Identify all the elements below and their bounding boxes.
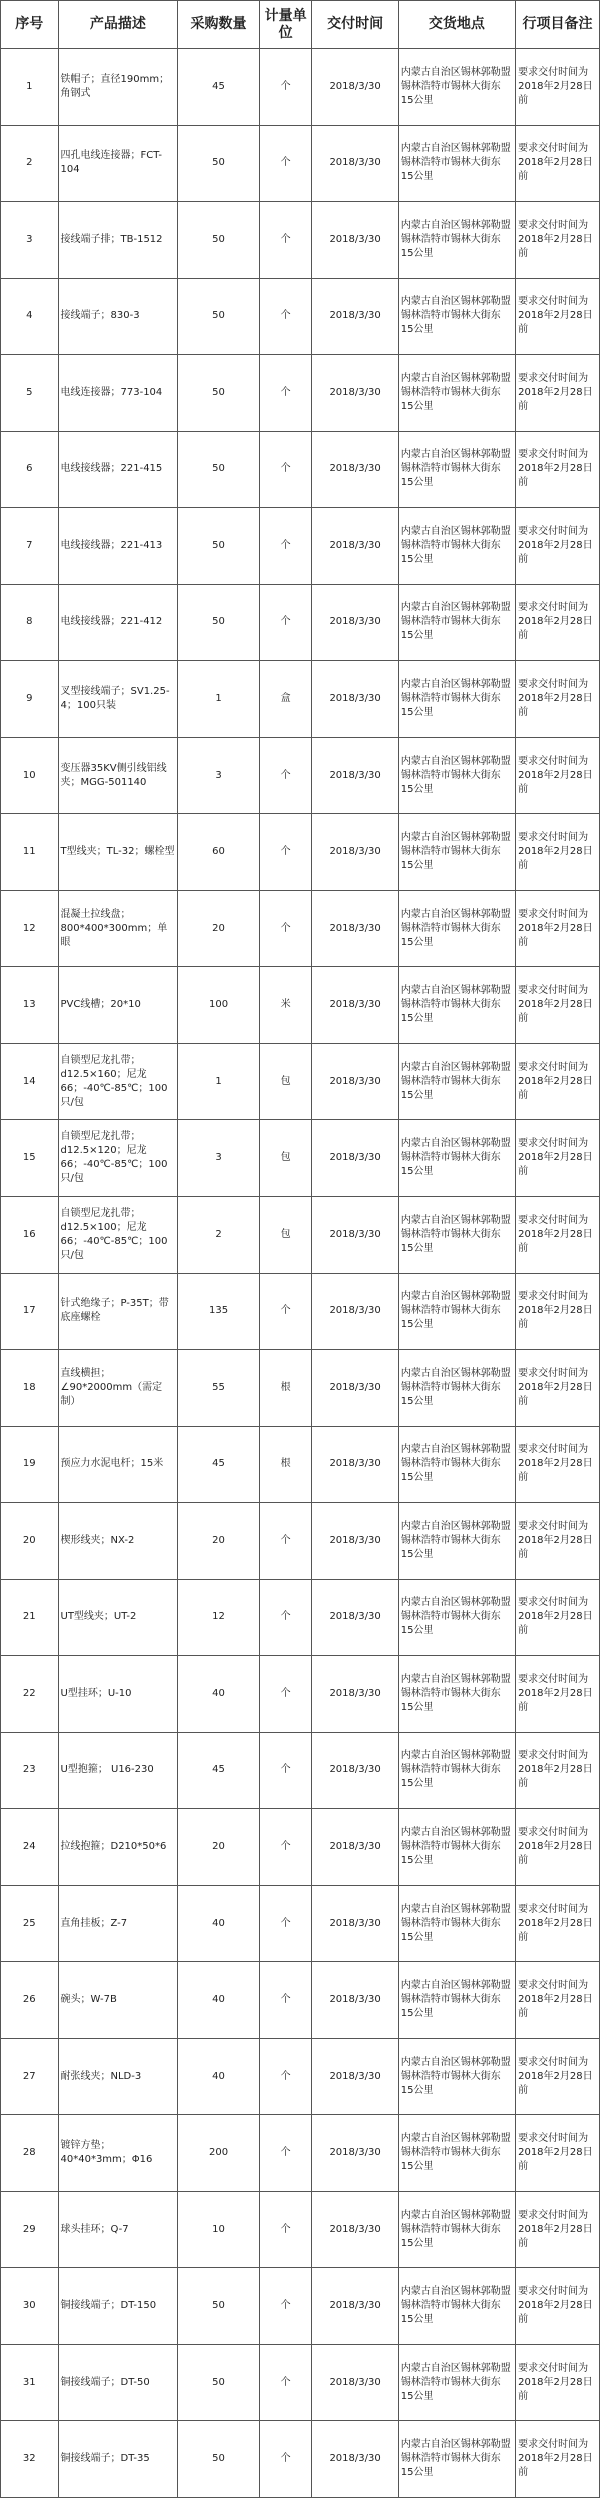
cell-no: 12 (1, 890, 59, 967)
table-row (1, 2191, 600, 2268)
cell-date: 2018/3/30 (312, 508, 398, 585)
table-row (1, 2344, 600, 2421)
cell-no: 15 (1, 1120, 59, 1197)
cell-date: 2018/3/30 (312, 1962, 398, 2039)
header-location: 交货地点 (398, 1, 515, 49)
cell-date: 2018/3/30 (312, 125, 398, 202)
cell-date: 2018/3/30 (312, 1196, 398, 1273)
cell-unit: 个 (259, 355, 312, 432)
cell-unit: 包 (259, 1120, 312, 1197)
cell-note: 要求交付时间为2018年2月28日前 (516, 1273, 600, 1350)
cell-unit: 个 (259, 1732, 312, 1809)
cell-qty: 40 (178, 1885, 259, 1962)
cell-no: 23 (1, 1732, 59, 1809)
cell-date: 2018/3/30 (312, 584, 398, 661)
cell-qty: 100 (178, 967, 259, 1044)
cell-note: 要求交付时间为2018年2月28日前 (516, 737, 600, 814)
cell-no: 30 (1, 2268, 59, 2345)
table-row (1, 431, 600, 508)
cell-note: 要求交付时间为2018年2月28日前 (516, 1503, 600, 1580)
cell-location: 内蒙古自治区锡林郭勒盟锡林浩特市锡林大街东15公里 (398, 125, 515, 202)
table-row (1, 1273, 600, 1350)
header-row (1, 1, 600, 49)
cell-location: 内蒙古自治区锡林郭勒盟锡林浩特市锡林大街东15公里 (398, 1196, 515, 1273)
cell-unit: 个 (259, 2191, 312, 2268)
cell-qty: 45 (178, 49, 259, 126)
cell-no: 1 (1, 49, 59, 126)
cell-no: 28 (1, 2115, 59, 2192)
cell-qty: 50 (178, 2268, 259, 2345)
cell-unit: 包 (259, 1043, 312, 1120)
cell-qty: 50 (178, 202, 259, 279)
cell-no: 27 (1, 2038, 59, 2115)
cell-desc: 混凝土拉线盘；800*400*300mm；单眼 (58, 890, 178, 967)
cell-note: 要求交付时间为2018年2月28日前 (516, 1350, 600, 1427)
cell-note: 要求交付时间为2018年2月28日前 (516, 125, 600, 202)
cell-unit: 个 (259, 2344, 312, 2421)
cell-qty: 2 (178, 1196, 259, 1273)
cell-note: 要求交付时间为2018年2月28日前 (516, 278, 600, 355)
cell-date: 2018/3/30 (312, 890, 398, 967)
table-row (1, 1350, 600, 1427)
cell-unit: 个 (259, 1809, 312, 1886)
cell-location: 内蒙古自治区锡林郭勒盟锡林浩特市锡林大街东15公里 (398, 1426, 515, 1503)
cell-unit: 个 (259, 508, 312, 585)
table-row (1, 890, 600, 967)
cell-date: 2018/3/30 (312, 1503, 398, 1580)
cell-unit: 个 (259, 584, 312, 661)
cell-no: 17 (1, 1273, 59, 1350)
cell-note: 要求交付时间为2018年2月28日前 (516, 2115, 600, 2192)
cell-note: 要求交付时间为2018年2月28日前 (516, 2268, 600, 2345)
cell-date: 2018/3/30 (312, 1809, 398, 1886)
cell-note: 要求交付时间为2018年2月28日前 (516, 1656, 600, 1733)
cell-location: 内蒙古自治区锡林郭勒盟锡林浩特市锡林大街东15公里 (398, 1885, 515, 1962)
cell-location: 内蒙古自治区锡林郭勒盟锡林浩特市锡林大街东15公里 (398, 1962, 515, 2039)
cell-no: 2 (1, 125, 59, 202)
cell-location: 内蒙古自治区锡林郭勒盟锡林浩特市锡林大街东15公里 (398, 2421, 515, 2498)
cell-qty: 20 (178, 1809, 259, 1886)
cell-unit: 盒 (259, 661, 312, 738)
cell-qty: 3 (178, 737, 259, 814)
cell-location: 内蒙古自治区锡林郭勒盟锡林浩特市锡林大街东15公里 (398, 737, 515, 814)
table-row (1, 661, 600, 738)
cell-unit: 个 (259, 278, 312, 355)
cell-desc: 接线端子；830-3 (58, 278, 178, 355)
cell-unit: 包 (259, 1196, 312, 1273)
header-desc: 产品描述 (58, 1, 178, 49)
cell-location: 内蒙古自治区锡林郭勒盟锡林浩特市锡林大街东15公里 (398, 1043, 515, 1120)
cell-date: 2018/3/30 (312, 1350, 398, 1427)
cell-date: 2018/3/30 (312, 814, 398, 891)
cell-unit: 根 (259, 1426, 312, 1503)
cell-qty: 3 (178, 1120, 259, 1197)
cell-location: 内蒙古自治区锡林郭勒盟锡林浩特市锡林大街东15公里 (398, 431, 515, 508)
cell-date: 2018/3/30 (312, 431, 398, 508)
cell-unit: 根 (259, 1350, 312, 1427)
cell-unit: 个 (259, 1656, 312, 1733)
cell-note: 要求交付时间为2018年2月28日前 (516, 355, 600, 432)
table-row (1, 2115, 600, 2192)
cell-location: 内蒙古自治区锡林郭勒盟锡林浩特市锡林大街东15公里 (398, 584, 515, 661)
table-row (1, 1885, 600, 1962)
cell-desc: 楔形线夹；NX-2 (58, 1503, 178, 1580)
cell-qty: 10 (178, 2191, 259, 2268)
cell-unit: 个 (259, 2115, 312, 2192)
cell-qty: 20 (178, 890, 259, 967)
cell-note: 要求交付时间为2018年2月28日前 (516, 1579, 600, 1656)
cell-location: 内蒙古自治区锡林郭勒盟锡林浩特市锡林大街东15公里 (398, 1809, 515, 1886)
cell-location: 内蒙古自治区锡林郭勒盟锡林浩特市锡林大街东15公里 (398, 278, 515, 355)
cell-date: 2018/3/30 (312, 1426, 398, 1503)
cell-location: 内蒙古自治区锡林郭勒盟锡林浩特市锡林大街东15公里 (398, 1120, 515, 1197)
cell-location: 内蒙古自治区锡林郭勒盟锡林浩特市锡林大街东15公里 (398, 2344, 515, 2421)
cell-location: 内蒙古自治区锡林郭勒盟锡林浩特市锡林大街东15公里 (398, 1732, 515, 1809)
cell-desc: T型线夹；TL-32；螺栓型 (58, 814, 178, 891)
cell-unit: 个 (259, 1273, 312, 1350)
cell-qty: 40 (178, 1962, 259, 2039)
cell-location: 内蒙古自治区锡林郭勒盟锡林浩特市锡林大街东15公里 (398, 967, 515, 1044)
table-row (1, 125, 600, 202)
cell-no: 19 (1, 1426, 59, 1503)
cell-note: 要求交付时间为2018年2月28日前 (516, 1426, 600, 1503)
cell-note: 要求交付时间为2018年2月28日前 (516, 431, 600, 508)
cell-unit: 个 (259, 1962, 312, 2039)
cell-qty: 45 (178, 1732, 259, 1809)
cell-desc: 直线横担；∠90*2000mm（需定制） (58, 1350, 178, 1427)
header-unit: 计量单位 (259, 1, 312, 49)
cell-note: 要求交付时间为2018年2月28日前 (516, 202, 600, 279)
cell-no: 21 (1, 1579, 59, 1656)
cell-desc: 变压器35KV侧引线铝线夹；MGG-501140 (58, 737, 178, 814)
cell-no: 18 (1, 1350, 59, 1427)
cell-qty: 40 (178, 2038, 259, 2115)
cell-unit: 个 (259, 890, 312, 967)
table-row (1, 1732, 600, 1809)
cell-no: 26 (1, 1962, 59, 2039)
cell-unit: 个 (259, 2038, 312, 2115)
cell-unit: 个 (259, 737, 312, 814)
cell-location: 内蒙古自治区锡林郭勒盟锡林浩特市锡林大街东15公里 (398, 508, 515, 585)
header-date: 交付时间 (312, 1, 398, 49)
cell-desc: 耐张线夹；NLD-3 (58, 2038, 178, 2115)
cell-no: 20 (1, 1503, 59, 1580)
cell-no: 24 (1, 1809, 59, 1886)
cell-note: 要求交付时间为2018年2月28日前 (516, 1885, 600, 1962)
cell-location: 内蒙古自治区锡林郭勒盟锡林浩特市锡林大街东15公里 (398, 1503, 515, 1580)
cell-date: 2018/3/30 (312, 1043, 398, 1120)
cell-no: 9 (1, 661, 59, 738)
cell-note: 要求交付时间为2018年2月28日前 (516, 2038, 600, 2115)
cell-desc: 镀锌方垫；40*40*3mm；Φ16 (58, 2115, 178, 2192)
cell-desc: 电线连接器；773-104 (58, 355, 178, 432)
cell-no: 10 (1, 737, 59, 814)
cell-unit: 个 (259, 1885, 312, 1962)
cell-date: 2018/3/30 (312, 1732, 398, 1809)
table-row (1, 2421, 600, 2498)
cell-location: 内蒙古自治区锡林郭勒盟锡林浩特市锡林大街东15公里 (398, 661, 515, 738)
cell-date: 2018/3/30 (312, 2115, 398, 2192)
cell-note: 要求交付时间为2018年2月28日前 (516, 1809, 600, 1886)
cell-qty: 50 (178, 125, 259, 202)
cell-no: 4 (1, 278, 59, 355)
cell-qty: 200 (178, 2115, 259, 2192)
cell-qty: 20 (178, 1503, 259, 1580)
cell-desc: 四孔电线连接器；FCT-104 (58, 125, 178, 202)
cell-no: 31 (1, 2344, 59, 2421)
cell-note: 要求交付时间为2018年2月28日前 (516, 49, 600, 126)
cell-location: 内蒙古自治区锡林郭勒盟锡林浩特市锡林大街东15公里 (398, 202, 515, 279)
cell-date: 2018/3/30 (312, 1120, 398, 1197)
cell-date: 2018/3/30 (312, 355, 398, 432)
cell-date: 2018/3/30 (312, 967, 398, 1044)
table-row (1, 1196, 600, 1273)
cell-no: 3 (1, 202, 59, 279)
cell-date: 2018/3/30 (312, 1656, 398, 1733)
table-body (1, 49, 600, 2498)
cell-desc: 铜接线端子；DT-35 (58, 2421, 178, 2498)
cell-desc: 电线接线器；221-412 (58, 584, 178, 661)
table-row (1, 1809, 600, 1886)
cell-desc: U型抱箍； U16-230 (58, 1732, 178, 1809)
cell-no: 22 (1, 1656, 59, 1733)
cell-qty: 50 (178, 431, 259, 508)
cell-location: 内蒙古自治区锡林郭勒盟锡林浩特市锡林大街东15公里 (398, 1273, 515, 1350)
table-row (1, 2038, 600, 2115)
cell-location: 内蒙古自治区锡林郭勒盟锡林浩特市锡林大街东15公里 (398, 1656, 515, 1733)
cell-qty: 60 (178, 814, 259, 891)
cell-unit: 个 (259, 2268, 312, 2345)
cell-no: 8 (1, 584, 59, 661)
cell-unit: 个 (259, 49, 312, 126)
cell-date: 2018/3/30 (312, 49, 398, 126)
cell-unit: 个 (259, 2421, 312, 2498)
table-row (1, 278, 600, 355)
cell-unit: 个 (259, 1579, 312, 1656)
cell-desc: 直角挂板；Z-7 (58, 1885, 178, 1962)
cell-desc: U型挂环；U-10 (58, 1656, 178, 1733)
cell-no: 14 (1, 1043, 59, 1120)
cell-date: 2018/3/30 (312, 737, 398, 814)
cell-note: 要求交付时间为2018年2月28日前 (516, 1196, 600, 1273)
cell-no: 7 (1, 508, 59, 585)
cell-qty: 40 (178, 1656, 259, 1733)
cell-date: 2018/3/30 (312, 1579, 398, 1656)
cell-location: 内蒙古自治区锡林郭勒盟锡林浩特市锡林大街东15公里 (398, 890, 515, 967)
cell-qty: 50 (178, 2421, 259, 2498)
cell-note: 要求交付时间为2018年2月28日前 (516, 890, 600, 967)
cell-no: 13 (1, 967, 59, 1044)
table-row (1, 1426, 600, 1503)
cell-location: 内蒙古自治区锡林郭勒盟锡林浩特市锡林大街东15公里 (398, 1350, 515, 1427)
cell-desc: 预应力水泥电杆；15米 (58, 1426, 178, 1503)
cell-desc: UT型线夹；UT-2 (58, 1579, 178, 1656)
cell-date: 2018/3/30 (312, 1885, 398, 1962)
cell-note: 要求交付时间为2018年2月28日前 (516, 1732, 600, 1809)
cell-desc: 叉型接线端子；SV1.25-4；100只装 (58, 661, 178, 738)
cell-qty: 50 (178, 584, 259, 661)
cell-qty: 50 (178, 278, 259, 355)
table-row (1, 1579, 600, 1656)
table-row (1, 1043, 600, 1120)
cell-qty: 1 (178, 661, 259, 738)
cell-desc: 球头挂环；Q-7 (58, 2191, 178, 2268)
cell-qty: 1 (178, 1043, 259, 1120)
cell-note: 要求交付时间为2018年2月28日前 (516, 2421, 600, 2498)
cell-unit: 米 (259, 967, 312, 1044)
cell-date: 2018/3/30 (312, 661, 398, 738)
cell-date: 2018/3/30 (312, 202, 398, 279)
cell-location: 内蒙古自治区锡林郭勒盟锡林浩特市锡林大街东15公里 (398, 355, 515, 432)
cell-qty: 50 (178, 2344, 259, 2421)
cell-date: 2018/3/30 (312, 1273, 398, 1350)
cell-desc: 自锁型尼龙扎带；d12.5×100；尼龙66；-40℃-85℃；100只/包 (58, 1196, 178, 1273)
cell-date: 2018/3/30 (312, 2421, 398, 2498)
cell-no: 25 (1, 1885, 59, 1962)
cell-qty: 55 (178, 1350, 259, 1427)
cell-no: 11 (1, 814, 59, 891)
cell-date: 2018/3/30 (312, 2038, 398, 2115)
header-qty: 采购数量 (178, 1, 259, 49)
cell-qty: 12 (178, 1579, 259, 1656)
cell-note: 要求交付时间为2018年2月28日前 (516, 1120, 600, 1197)
table-row (1, 202, 600, 279)
cell-desc: 碗头；W-7B (58, 1962, 178, 2039)
table-row (1, 49, 600, 126)
cell-note: 要求交付时间为2018年2月28日前 (516, 2344, 600, 2421)
cell-desc: PVC线槽；20*10 (58, 967, 178, 1044)
cell-note: 要求交付时间为2018年2月28日前 (516, 967, 600, 1044)
cell-unit: 个 (259, 814, 312, 891)
cell-location: 内蒙古自治区锡林郭勒盟锡林浩特市锡林大街东15公里 (398, 2268, 515, 2345)
cell-desc: 自锁型尼龙扎带；d12.5×160；尼龙66；-40℃-85℃；100只/包 (58, 1043, 178, 1120)
cell-desc: 铜接线端子；DT-150 (58, 2268, 178, 2345)
table-row (1, 1962, 600, 2039)
cell-note: 要求交付时间为2018年2月28日前 (516, 1043, 600, 1120)
cell-location: 内蒙古自治区锡林郭勒盟锡林浩特市锡林大街东15公里 (398, 2115, 515, 2192)
cell-qty: 50 (178, 508, 259, 585)
cell-unit: 个 (259, 1503, 312, 1580)
cell-location: 内蒙古自治区锡林郭勒盟锡林浩特市锡林大街东15公里 (398, 1579, 515, 1656)
cell-unit: 个 (259, 431, 312, 508)
cell-date: 2018/3/30 (312, 2344, 398, 2421)
cell-note: 要求交付时间为2018年2月28日前 (516, 814, 600, 891)
cell-location: 内蒙古自治区锡林郭勒盟锡林浩特市锡林大街东15公里 (398, 2038, 515, 2115)
table-row (1, 584, 600, 661)
cell-desc: 接线端子排；TB-1512 (58, 202, 178, 279)
cell-no: 32 (1, 2421, 59, 2498)
cell-no: 5 (1, 355, 59, 432)
cell-note: 要求交付时间为2018年2月28日前 (516, 584, 600, 661)
table-row (1, 967, 600, 1044)
cell-date: 2018/3/30 (312, 278, 398, 355)
cell-unit: 个 (259, 202, 312, 279)
cell-note: 要求交付时间为2018年2月28日前 (516, 661, 600, 738)
cell-no: 16 (1, 1196, 59, 1273)
cell-desc: 拉线抱箍；D210*50*6 (58, 1809, 178, 1886)
cell-desc: 铜接线端子；DT-50 (58, 2344, 178, 2421)
cell-location: 内蒙古自治区锡林郭勒盟锡林浩特市锡林大街东15公里 (398, 814, 515, 891)
header-note: 行项目备注 (516, 1, 600, 49)
cell-desc: 铁帽子；直径190mm；角钢式 (58, 49, 178, 126)
cell-qty: 45 (178, 1426, 259, 1503)
table-row (1, 1120, 600, 1197)
cell-no: 6 (1, 431, 59, 508)
table-row (1, 2268, 600, 2345)
cell-desc: 针式绝缘子；P-35T；带底座螺栓 (58, 1273, 178, 1350)
table-row (1, 814, 600, 891)
cell-location: 内蒙古自治区锡林郭勒盟锡林浩特市锡林大街东15公里 (398, 2191, 515, 2268)
table-row (1, 1656, 600, 1733)
cell-desc: 电线接线器；221-413 (58, 508, 178, 585)
cell-qty: 135 (178, 1273, 259, 1350)
cell-no: 29 (1, 2191, 59, 2268)
cell-desc: 自锁型尼龙扎带；d12.5×120；尼龙66；-40℃-85℃；100只/包 (58, 1120, 178, 1197)
cell-date: 2018/3/30 (312, 2268, 398, 2345)
table-row (1, 508, 600, 585)
cell-location: 内蒙古自治区锡林郭勒盟锡林浩特市锡林大街东15公里 (398, 49, 515, 126)
cell-date: 2018/3/30 (312, 2191, 398, 2268)
cell-note: 要求交付时间为2018年2月28日前 (516, 2191, 600, 2268)
cell-unit: 个 (259, 125, 312, 202)
table-row (1, 737, 600, 814)
table-row (1, 1503, 600, 1580)
header-no: 序号 (1, 1, 59, 49)
table-row (1, 355, 600, 432)
cell-desc: 电线接线器；221-415 (58, 431, 178, 508)
cell-qty: 50 (178, 355, 259, 432)
cell-note: 要求交付时间为2018年2月28日前 (516, 508, 600, 585)
cell-note: 要求交付时间为2018年2月28日前 (516, 1962, 600, 2039)
